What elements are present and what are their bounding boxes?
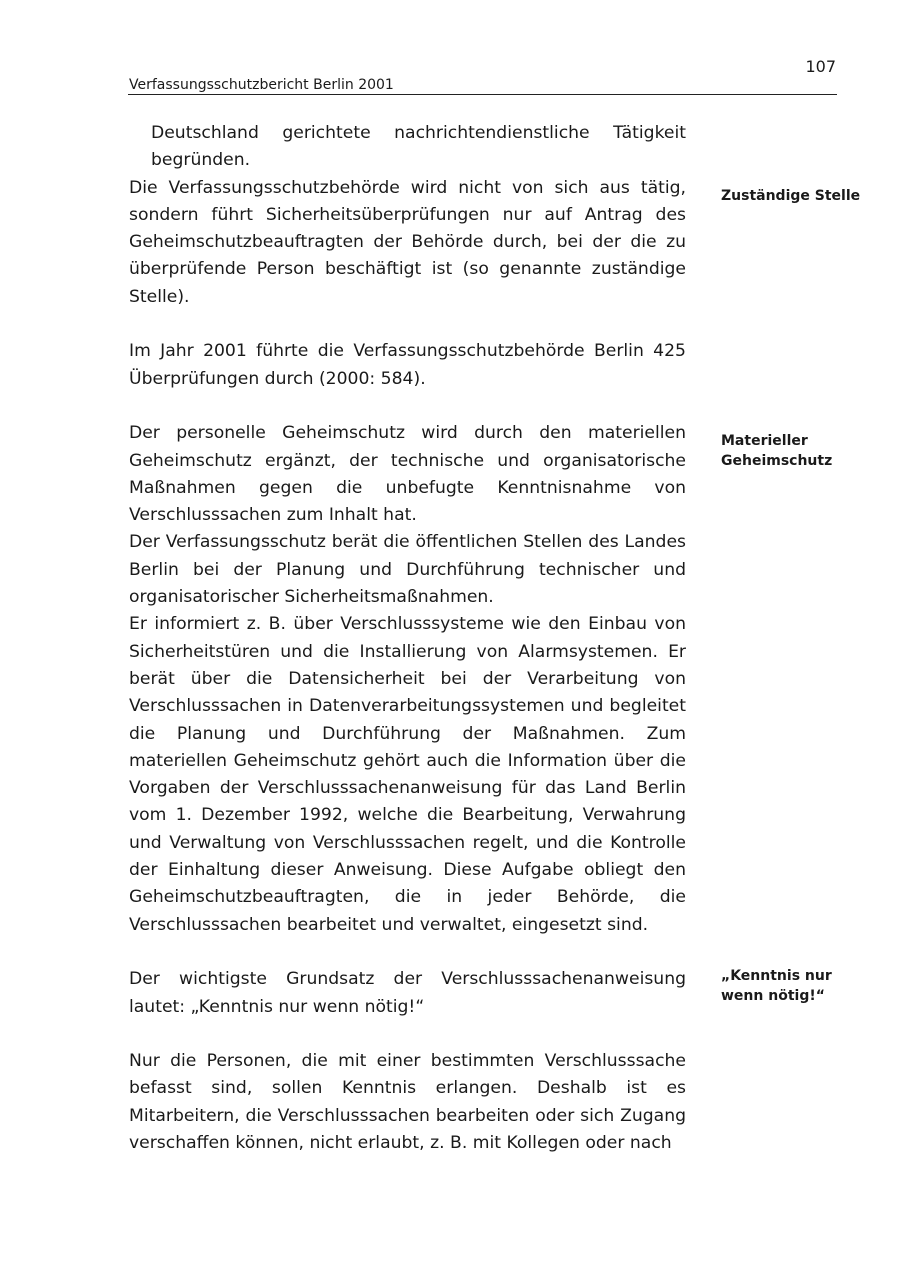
margin-note-materieller-geheimschutz <box>721 431 871 471</box>
paragraph-zustaendige-stelle: Die Verfassungsschutzbehörde wird nicht von sich aus tätig, sondern führt Sicherheitsüberprüfungen nur auf Antrag des Geheimschutzbeauftragten der Behörde durch, bei der die zu überprüfende Person beschäftigt ist (so genannte zuständige Stelle). <box>129 177 686 307</box>
paragraph-materieller-geheimschutz: Der personelle Geheimschutz wird durch den materiellen Geheimschutz ergänzt, der technische und organisatorische Maßnahmen gegen die unbefugte Kenntnisnahme von Verschlusssachen zum Inhalt hat. <box>129 423 686 526</box>
paragraph-continuation: Deutschland gerichtete nachrichtendienstliche Tätigkeit begründen. <box>151 123 686 171</box>
margin-note-text: Zuständige Stelle <box>721 188 861 204</box>
paragraph-beratung: Der Verfassungsschutz berät die öffentlichen Stellen des Landes Berlin bei der Planung und Durchführung technischer und organisatorischer Sicherheitsmaßnahmen. <box>129 532 686 608</box>
page-number: 107 <box>805 57 836 76</box>
margin-note-line: Materieller <box>721 433 808 449</box>
paragraph-ueberpruefungen-2001: Im Jahr 2001 führte die Verfassungsschutzbehörde Berlin 425 Überprüfungen durch (2000: 584). <box>129 341 686 389</box>
paragraph-grundsatz: Der wichtigste Grundsatz der Verschlusssachenanweisung lautet: „Kenntnis nur wenn nötig!“ <box>129 969 686 1017</box>
margin-note-line: wenn nötig!“ <box>721 988 825 1004</box>
margin-note-line: „Kenntnis nur <box>721 968 832 984</box>
body-text <box>129 120 686 1157</box>
margin-note-line: Geheimschutz <box>721 453 833 469</box>
running-header: Verfassungsschutzbericht Berlin 2001 <box>129 77 394 93</box>
margin-note-kenntnis-nur-wenn-noetig <box>721 966 871 1006</box>
paragraph-kenntnis: Nur die Personen, die mit einer bestimmten Verschlusssache befasst sind, sollen Kenntnis erlangen. Deshalb ist es Mitarbeitern, die Verschlusssachen bearbeiten oder sich Zugang verschaffen können, nicht erlaubt, z. B. mit Kollegen oder nach <box>129 1051 686 1153</box>
paragraph-verschlusssysteme: Er informiert z. B. über Verschlusssysteme wie den Einbau von Sicherheitstüren und die Installierung von Alarmsystemen. Er berät über die Datensicherheit bei der Verarbeitung von Verschlusssachen in Datenverarbeitungssystemen und begleitet die Planung und Durchführung der Maßnahmen. Zum materiellen Geheimschutz gehört auch die Information über die Vorgaben der Verschlusssachenanweisung für das Land Berlin vom 1. Dezember 1992, welche die Bearbeitung, Verwahrung und Verwaltung von Verschlusssachen regelt, und die Kontrolle der Einhaltung dieser Anweisung. Diese Aufgabe obliegt den Geheimschutzbeauftragten, die in jeder Behörde, die Verschlusssachen bearbeitet und verwaltet, eingesetzt sind. <box>129 614 686 935</box>
margin-note-zustaendige-stelle <box>721 186 871 206</box>
header-rule <box>128 94 837 95</box>
